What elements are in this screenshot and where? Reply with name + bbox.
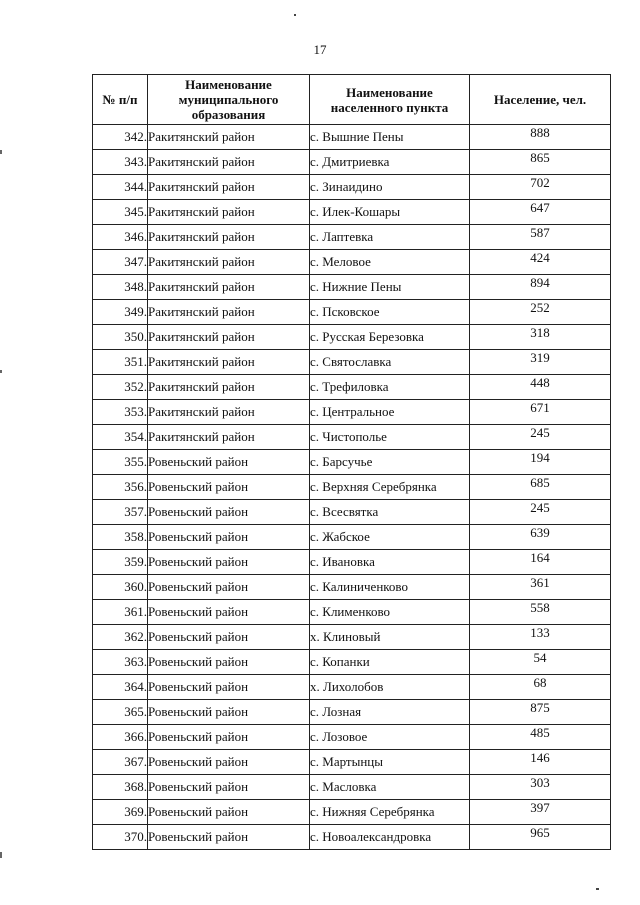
population-cell: 303: [470, 775, 611, 800]
population-cell: 965: [470, 825, 611, 850]
table-row: [93, 475, 611, 500]
row-number-cell: 353.: [93, 400, 148, 425]
municipality-cell: Ровеньский район: [148, 725, 310, 750]
table-row: [93, 500, 611, 525]
row-number-cell: 346.: [93, 225, 148, 250]
population-cell: 245: [470, 500, 611, 525]
table-row: [93, 325, 611, 350]
municipality-cell: Ракитянский район: [148, 200, 310, 225]
scan-margin-mark: [0, 150, 2, 154]
population-cell: 647: [470, 200, 611, 225]
municipality-cell: Ровеньский район: [148, 800, 310, 825]
scan-speck: [294, 14, 296, 16]
table-row: [93, 825, 611, 850]
settlements-table: [92, 74, 611, 850]
municipality-cell: Ракитянский район: [148, 350, 310, 375]
settlement-cell: с. Всесвятка: [310, 500, 470, 525]
municipality-cell: Ровеньский район: [148, 650, 310, 675]
row-number-cell: 351.: [93, 350, 148, 375]
municipality-cell: Ровеньский район: [148, 600, 310, 625]
population-cell: 558: [470, 600, 611, 625]
settlement-cell: с. Новоалександровка: [310, 825, 470, 850]
header-municipality: Наименование муниципального образования: [148, 75, 310, 125]
population-cell: 361: [470, 575, 611, 600]
population-cell: 252: [470, 300, 611, 325]
table-header-row: [93, 75, 611, 125]
row-number-cell: 365.: [93, 700, 148, 725]
row-number-cell: 361.: [93, 600, 148, 625]
municipality-cell: Ракитянский район: [148, 425, 310, 450]
row-number-cell: 368.: [93, 775, 148, 800]
table-row: [93, 250, 611, 275]
municipality-cell: Ровеньский район: [148, 625, 310, 650]
settlement-cell: с. Лозная: [310, 700, 470, 725]
table-row: [93, 700, 611, 725]
municipality-cell: Ровеньский район: [148, 550, 310, 575]
row-number-cell: 357.: [93, 500, 148, 525]
table-row: [93, 275, 611, 300]
population-cell: 133: [470, 625, 611, 650]
row-number-cell: 366.: [93, 725, 148, 750]
settlement-cell: с. Барсучье: [310, 450, 470, 475]
table-row: [93, 800, 611, 825]
row-number-cell: 356.: [93, 475, 148, 500]
row-number-cell: 355.: [93, 450, 148, 475]
row-number-cell: 367.: [93, 750, 148, 775]
municipality-cell: Ракитянский район: [148, 275, 310, 300]
table-row: [93, 600, 611, 625]
municipality-cell: Ровеньский район: [148, 525, 310, 550]
municipality-cell: Ракитянский район: [148, 250, 310, 275]
municipality-cell: Ровеньский район: [148, 500, 310, 525]
table-row: [93, 350, 611, 375]
table-row: [93, 375, 611, 400]
header-number: № п/п: [93, 75, 148, 125]
row-number-cell: 370.: [93, 825, 148, 850]
population-cell: 865: [470, 150, 611, 175]
row-number-cell: 342.: [93, 125, 148, 150]
table-row: [93, 150, 611, 175]
settlement-cell: с. Зинаидино: [310, 175, 470, 200]
municipality-cell: Ракитянский район: [148, 125, 310, 150]
municipality-cell: Ракитянский район: [148, 175, 310, 200]
row-number-cell: 369.: [93, 800, 148, 825]
table-row: [93, 225, 611, 250]
settlement-cell: с. Дмитриевка: [310, 150, 470, 175]
population-cell: 702: [470, 175, 611, 200]
table-row: [93, 125, 611, 150]
municipality-cell: Ракитянский район: [148, 325, 310, 350]
settlement-cell: с. Верхняя Серебрянка: [310, 475, 470, 500]
population-cell: 639: [470, 525, 611, 550]
page-number: 17: [313, 42, 327, 57]
municipality-cell: Ровеньский район: [148, 825, 310, 850]
population-cell: 397: [470, 800, 611, 825]
population-cell: 888: [470, 125, 611, 150]
table-row: [93, 675, 611, 700]
settlement-cell: с. Русская Березовка: [310, 325, 470, 350]
settlement-cell: с. Масловка: [310, 775, 470, 800]
population-cell: 448: [470, 375, 611, 400]
row-number-cell: 350.: [93, 325, 148, 350]
table-row: [93, 775, 611, 800]
table-body: [93, 125, 611, 850]
population-cell: 194: [470, 450, 611, 475]
table-row: [93, 550, 611, 575]
settlement-cell: с. Лозовое: [310, 725, 470, 750]
table-row: [93, 525, 611, 550]
municipality-cell: Ровеньский район: [148, 450, 310, 475]
municipality-cell: Ракитянский район: [148, 300, 310, 325]
municipality-cell: Ровеньский район: [148, 675, 310, 700]
row-number-cell: 347.: [93, 250, 148, 275]
municipality-cell: Ракитянский район: [148, 225, 310, 250]
settlement-cell: с. Вышние Пены: [310, 125, 470, 150]
population-cell: 146: [470, 750, 611, 775]
settlement-cell: с. Калиниченково: [310, 575, 470, 600]
municipality-cell: Ровеньский район: [148, 475, 310, 500]
table-row: [93, 750, 611, 775]
table-row: [93, 425, 611, 450]
table-row: [93, 575, 611, 600]
municipality-cell: Ровеньский район: [148, 750, 310, 775]
settlement-cell: с. Ивановка: [310, 550, 470, 575]
row-number-cell: 362.: [93, 625, 148, 650]
municipality-cell: Ракитянский район: [148, 375, 310, 400]
settlement-cell: с. Центральное: [310, 400, 470, 425]
settlement-cell: с. Мартынцы: [310, 750, 470, 775]
settlement-cell: с. Жабское: [310, 525, 470, 550]
table-row: [93, 175, 611, 200]
settlement-cell: х. Лихолобов: [310, 675, 470, 700]
population-cell: 685: [470, 475, 611, 500]
row-number-cell: 348.: [93, 275, 148, 300]
municipality-cell: Ракитянский район: [148, 400, 310, 425]
scan-speck: [596, 888, 599, 890]
settlement-cell: с. Копанки: [310, 650, 470, 675]
row-number-cell: 358.: [93, 525, 148, 550]
population-cell: 318: [470, 325, 611, 350]
row-number-cell: 345.: [93, 200, 148, 225]
table-row: [93, 200, 611, 225]
row-number-cell: 343.: [93, 150, 148, 175]
settlement-cell: х. Клиновый: [310, 625, 470, 650]
row-number-cell: 363.: [93, 650, 148, 675]
settlement-cell: с. Нижние Пены: [310, 275, 470, 300]
municipality-cell: Ракитянский район: [148, 150, 310, 175]
population-cell: 68: [470, 675, 611, 700]
population-cell: 245: [470, 425, 611, 450]
table-row: [93, 300, 611, 325]
settlement-cell: с. Меловое: [310, 250, 470, 275]
row-number-cell: 364.: [93, 675, 148, 700]
settlement-cell: с. Лаптевка: [310, 225, 470, 250]
scan-margin-mark: [0, 852, 2, 858]
settlement-cell: с. Илек-Кошары: [310, 200, 470, 225]
scan-margin-mark: [0, 370, 2, 373]
row-number-cell: 354.: [93, 425, 148, 450]
population-cell: 424: [470, 250, 611, 275]
settlement-cell: с. Псковское: [310, 300, 470, 325]
population-cell: 164: [470, 550, 611, 575]
row-number-cell: 360.: [93, 575, 148, 600]
settlement-cell: с. Чистополье: [310, 425, 470, 450]
table-row: [93, 650, 611, 675]
population-cell: 875: [470, 700, 611, 725]
table-row: [93, 450, 611, 475]
row-number-cell: 344.: [93, 175, 148, 200]
population-cell: 671: [470, 400, 611, 425]
table-row: [93, 400, 611, 425]
settlement-cell: с. Нижняя Серебрянка: [310, 800, 470, 825]
municipality-cell: Ровеньский район: [148, 775, 310, 800]
header-population: Население, чел.: [470, 75, 611, 125]
row-number-cell: 349.: [93, 300, 148, 325]
table-row: [93, 725, 611, 750]
header-settlement: Наименование населенного пункта: [310, 75, 470, 125]
municipality-cell: Ровеньский район: [148, 700, 310, 725]
population-cell: 485: [470, 725, 611, 750]
municipality-cell: Ровеньский район: [148, 575, 310, 600]
row-number-cell: 352.: [93, 375, 148, 400]
population-cell: 587: [470, 225, 611, 250]
table-row: [93, 625, 611, 650]
settlement-cell: с. Святославка: [310, 350, 470, 375]
settlement-cell: с. Клименково: [310, 600, 470, 625]
settlement-cell: с. Трефиловка: [310, 375, 470, 400]
population-cell: 319: [470, 350, 611, 375]
row-number-cell: 359.: [93, 550, 148, 575]
population-cell: 54: [470, 650, 611, 675]
population-cell: 894: [470, 275, 611, 300]
